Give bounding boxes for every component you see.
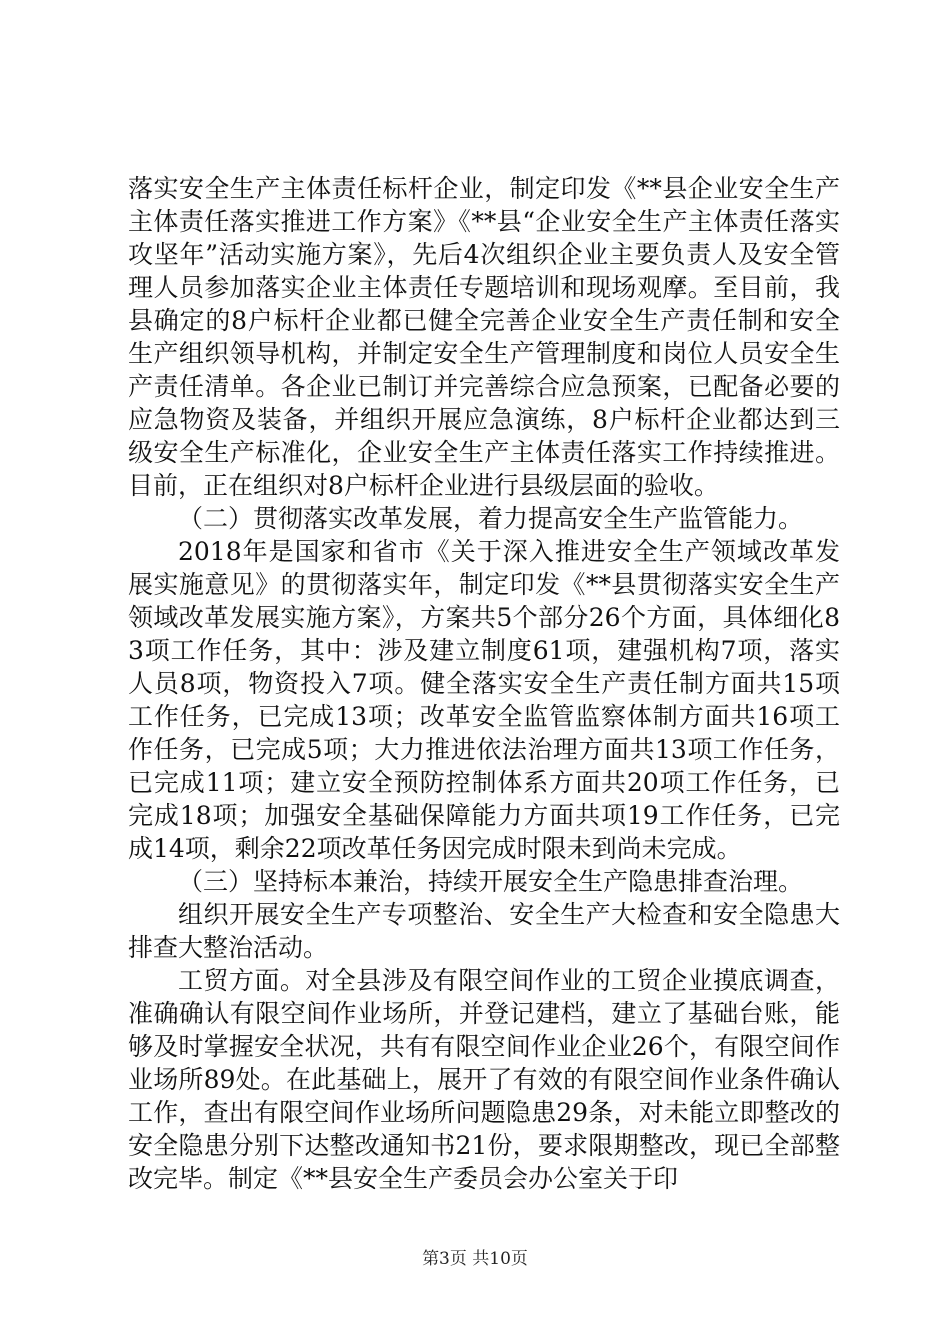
section-heading-3: （三）坚持标本兼治，持续开展安全生产隐患排查治理。 (178, 867, 804, 896)
paragraph-industry: 工贸方面。对全县涉及有限空间作业的工贸企业摸底调查，准确确认有限空间作业场所，并登记建档，建立了基础台账，能够及时掌握安全状况，共有有限空间作业企业26个，有限空间作业场所89处。在此基础上，展开了有效的有限空间作业条件确认工作，查出有限空间作业场所问题隐患29条，对未能立即整改的安全隐患分别下达整改通知书21份，要求限期整改，现已全部整改完毕。制定《**县安全生产委员会办公室关于印 (128, 966, 840, 1193)
paragraph-reform: 2018年是国家和省市《关于深入推进安全生产领域改革发展实施意见》的贯彻落实年，制定印发《**县贯彻落实安全生产领域改革发展实施方案》，方案共5个部分26个方面，具体细化83项工作任务，其中：涉及建立制度61项，建强机构7项，落实人员8项，物资投入7项。健全落实安全生产责任制方面共15项工作任务，已完成13项；改革安全监管监察体制方面共16项工作任务，已完成5项；大力推进依法治理方面共13项工作任务，已完成11项；建立安全预防控制体系方面共20项工作任务，已完成18项；加强安全基础保障能力方面共项19工作任务，已完成14项，剩余22项改革任务因完成时限未到尚未完成。 (128, 537, 840, 863)
paragraph-continuation: 落实安全生产主体责任标杆企业，制定印发《**县企业安全生产主体责任落实推进工作方案》《**县“企业安全生产主体责任落实攻坚年”活动实施方案》，先后4次组织企业主要负责人及安全管理人员参加落实企业主体责任专题培训和现场观摩。至目前，我县确定的8户标杆企业都已健全完善企业安全生产责任制和安全生产组织领导机构，并制定安全生产管理制度和岗位人员安全生产责任清单。各企业已制订并完善综合应急预案，已配备必要的应急物资及装备，并组织开展应急演练，8户标杆企业都达到三级安全生产标准化，企业安全生产主体责任落实工作持续推进。目前，正在组织对8户标杆企业进行县级层面的验收。 (128, 174, 840, 500)
section-heading-2: （二）贯彻落实改革发展，着力提高安全生产监管能力。 (178, 504, 804, 533)
paragraph-campaign: 组织开展安全生产专项整治、安全生产大检查和安全隐患大排查大整治活动。 (128, 900, 840, 962)
body-text (128, 172, 840, 1195)
page-number-footer: 第3页 共10页 (422, 1249, 528, 1269)
